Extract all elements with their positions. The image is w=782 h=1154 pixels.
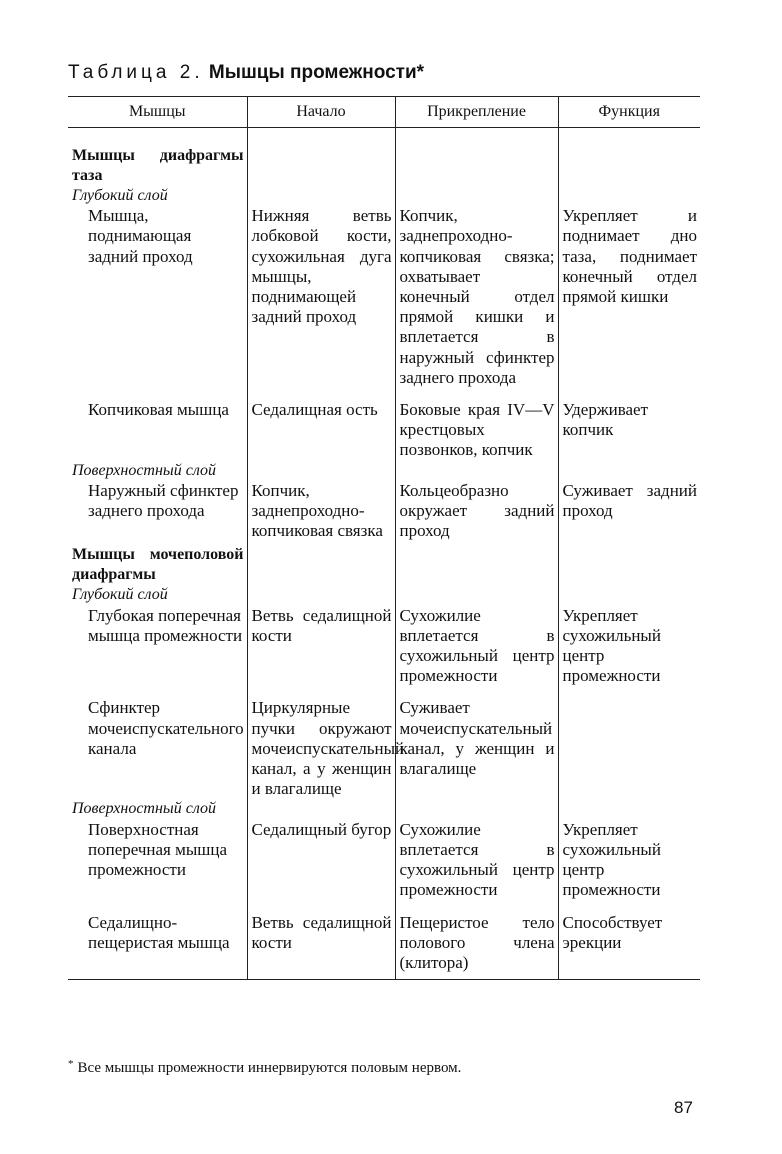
table-caption-label: Таблица 2. xyxy=(68,62,204,83)
gap-cell xyxy=(247,388,395,400)
insertion-cell: Боковые края IV—V крестцовых позвонков, копчик xyxy=(395,400,558,461)
layer-row xyxy=(68,799,700,819)
empty-cell xyxy=(395,585,558,605)
function-cell: Укрепляет сухожильный центр промежности xyxy=(558,606,700,687)
insertion-cell: Суживает мочеиспускательный канал, у женщин и влагалище xyxy=(395,698,558,799)
muscle-cell: Седалищно-пещеристая мышца xyxy=(68,913,247,980)
function-cell: Способствует эрекции xyxy=(558,913,700,980)
table-row xyxy=(68,606,700,687)
insertion-cell: Копчик, заднепроходно-копчиковая связка; охватывает конечный отдел прямой кишки и вплетается в наружный сфинктер заднего прохода xyxy=(395,206,558,388)
header-origin: Начало xyxy=(247,97,395,128)
origin-cell: Седалищная ость xyxy=(247,400,395,461)
header-muscles: Мышцы xyxy=(68,97,247,128)
group-title: Мышцы диафрагмы таза xyxy=(72,147,244,184)
layer-title: Глубокий слой xyxy=(72,586,168,604)
empty-cell xyxy=(558,541,700,585)
function-cell: Укрепляет сухожильный центр промежности xyxy=(558,820,700,901)
spacer-cell xyxy=(558,128,700,143)
origin-cell: Копчик, заднепроходно-копчиковая связка xyxy=(247,481,395,542)
empty-cell xyxy=(247,461,395,481)
gap-cell xyxy=(68,901,247,913)
spacer-row xyxy=(68,128,700,143)
layer-title: Поверхностный слой xyxy=(72,461,217,479)
table-body xyxy=(68,128,700,980)
empty-cell xyxy=(395,799,558,819)
insertion-cell: Кольцеобразно окружает задний проход xyxy=(395,481,558,542)
function-cell: Укрепляет и поднимает дно таза, поднимает конечный отдел прямой кишки xyxy=(558,206,700,388)
gap-cell xyxy=(395,686,558,698)
table-header-row xyxy=(68,97,700,128)
function-cell xyxy=(558,698,700,799)
empty-cell xyxy=(247,585,395,605)
table-row xyxy=(68,913,700,980)
empty-cell xyxy=(247,186,395,206)
group-title: Мышцы мочеполовой диафрагмы xyxy=(72,546,244,584)
table-row xyxy=(68,698,700,799)
table-row xyxy=(68,481,700,542)
table-row xyxy=(68,820,700,901)
spacer-cell xyxy=(395,128,558,143)
empty-cell xyxy=(247,142,395,186)
gap-row xyxy=(68,388,700,400)
empty-cell xyxy=(247,541,395,585)
empty-cell xyxy=(558,142,700,186)
layer-title: Глубокий слой xyxy=(72,187,168,204)
empty-cell xyxy=(558,585,700,605)
gap-cell xyxy=(558,901,700,913)
insertion-cell: Сухожилие вплетается в сухожильный центр промежности xyxy=(395,606,558,687)
function-cell: Суживает задний проход xyxy=(558,481,700,542)
layer-row xyxy=(68,585,700,605)
footnote-mark: * xyxy=(68,1058,74,1070)
empty-cell xyxy=(558,186,700,206)
empty-cell xyxy=(395,142,558,186)
footnote-text: Все мышцы промежности иннервируются половым нервом. xyxy=(77,1060,462,1076)
muscle-cell: Глубокая поперечная мышца промежности xyxy=(88,605,243,645)
gap-cell xyxy=(68,388,247,400)
group-row xyxy=(68,142,700,186)
muscle-cell: Копчиковая мышца xyxy=(88,400,229,420)
origin-cell: Нижняя ветвь лобковой кости, сухожильная дуга мышцы, поднимающей задний проход xyxy=(247,206,395,388)
page-number: 87 xyxy=(674,1098,693,1117)
gap-cell xyxy=(395,901,558,913)
muscle-cell: Мышца, поднимающая задний проход xyxy=(88,206,193,266)
layer-row xyxy=(68,186,700,206)
muscles-table xyxy=(68,96,700,980)
gap-cell xyxy=(558,686,700,698)
table-page xyxy=(68,62,700,980)
table-row xyxy=(68,400,700,461)
origin-cell: Ветвь седалищной кости xyxy=(247,913,395,980)
table-row xyxy=(68,206,700,388)
origin-cell: Ветвь седалищной кости xyxy=(247,606,395,687)
gap-cell xyxy=(247,901,395,913)
insertion-cell: Сухожилие вплетается в сухожильный центр промежности xyxy=(395,820,558,901)
table-caption-title: Мышцы промежности* xyxy=(208,62,425,83)
layer-title: Поверхностный слой xyxy=(72,800,217,818)
empty-cell xyxy=(247,799,395,819)
empty-cell xyxy=(395,461,558,481)
origin-cell: Циркулярные пучки окружают мочеиспускательный канал, а у женщин и влагалище xyxy=(247,698,395,799)
gap-cell xyxy=(247,686,395,698)
header-function: Функция xyxy=(558,97,700,128)
group-row xyxy=(68,541,700,585)
spacer-cell xyxy=(68,128,247,143)
empty-cell xyxy=(558,461,700,481)
insertion-cell: Пещеристое тело полового члена (клитора) xyxy=(395,913,558,980)
footnote xyxy=(68,1058,461,1077)
empty-cell xyxy=(395,186,558,206)
gap-cell xyxy=(558,388,700,400)
muscle-cell: Наружный сфинктер заднего прохода xyxy=(88,480,239,521)
empty-cell xyxy=(558,799,700,819)
header-insertion: Прикрепление xyxy=(395,97,558,128)
spacer-cell xyxy=(247,128,395,143)
table-caption xyxy=(68,62,700,84)
layer-row xyxy=(68,461,700,481)
gap-row xyxy=(68,686,700,698)
gap-row xyxy=(68,901,700,913)
empty-cell xyxy=(395,541,558,585)
gap-cell xyxy=(68,686,247,698)
muscle-cell: Поверхностная поперечная мышца промежности xyxy=(88,819,228,880)
gap-cell xyxy=(395,388,558,400)
function-cell: Удерживает копчик xyxy=(558,400,700,461)
muscle-cell: Сфинктер мочеиспускательного канала xyxy=(88,698,244,758)
origin-cell: Седалищный бугор xyxy=(247,820,395,901)
